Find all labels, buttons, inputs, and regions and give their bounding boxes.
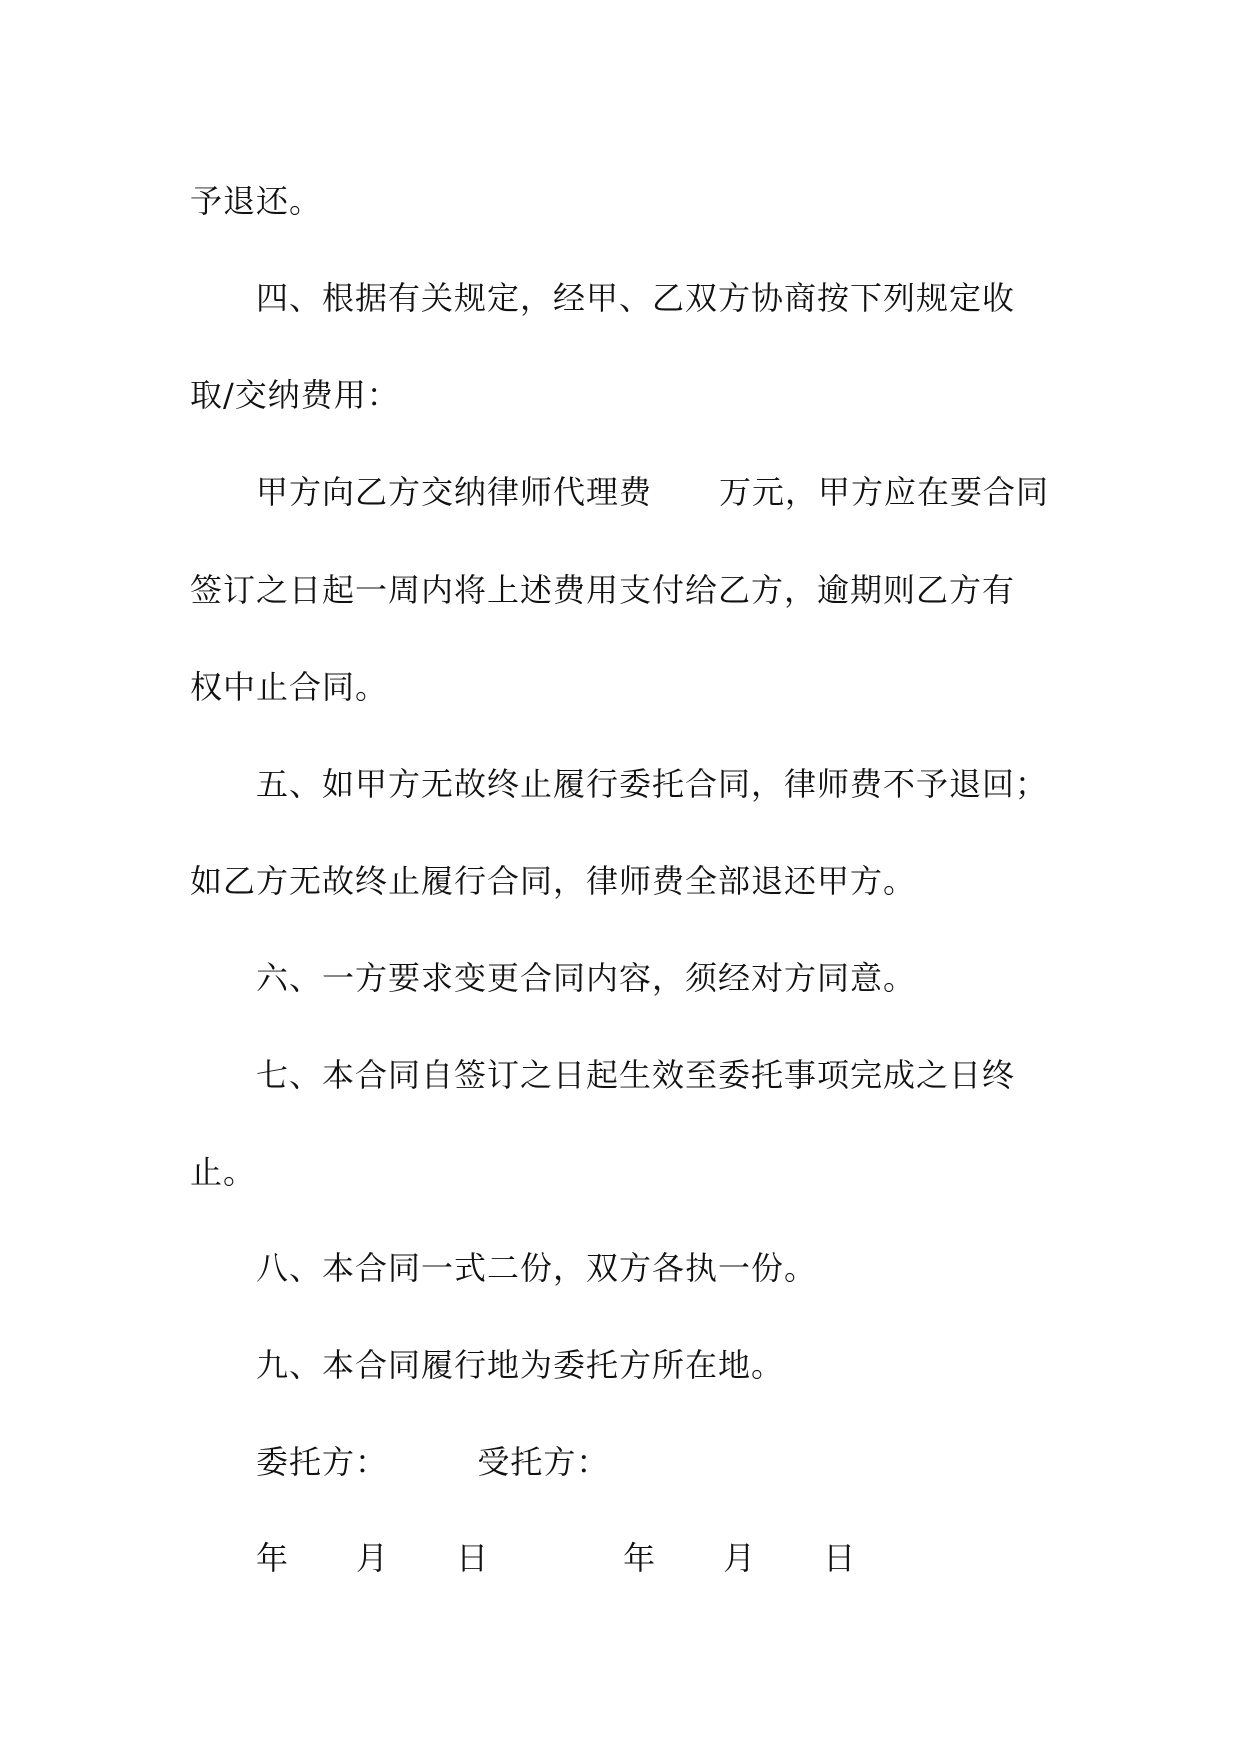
- text-line-2: 四、根据有关规定，经甲、乙双方协商按下列规定收: [256, 279, 1016, 317]
- text-line-10: 七、本合同自签订之日起生效至委托事项完成之日终: [256, 1056, 1016, 1094]
- text-line-9: 六、一方要求变更合同内容，须经对方同意。: [256, 959, 917, 997]
- text-line-11: 止。: [190, 1153, 257, 1191]
- signature-dates: 年 月 日 年 月 日: [256, 1539, 857, 1577]
- text-line-5: 签订之日起一周内将上述费用支付给乙方，逾期则乙方有: [190, 571, 1016, 609]
- text-line-12: 八、本合同一式二份，双方各执一份。: [256, 1249, 818, 1287]
- text-line-13: 九、本合同履行地为委托方所在地。: [256, 1346, 785, 1384]
- signature-labels: 委托方： 受托方：: [256, 1443, 610, 1481]
- text-line-3: 取/交纳费用：: [190, 376, 400, 414]
- text-line-6: 权中止合同。: [190, 668, 389, 706]
- text-line-4: 甲方向乙方交纳律师代理费 万元，甲方应在要合同: [256, 473, 1050, 511]
- text-line-7: 五、如甲方无故终止履行委托合同，律师费不予退回；: [256, 765, 1049, 803]
- text-line-8: 如乙方无故终止履行合同，律师费全部退还甲方。: [190, 862, 917, 900]
- text-line-1: 予退还。: [190, 182, 323, 220]
